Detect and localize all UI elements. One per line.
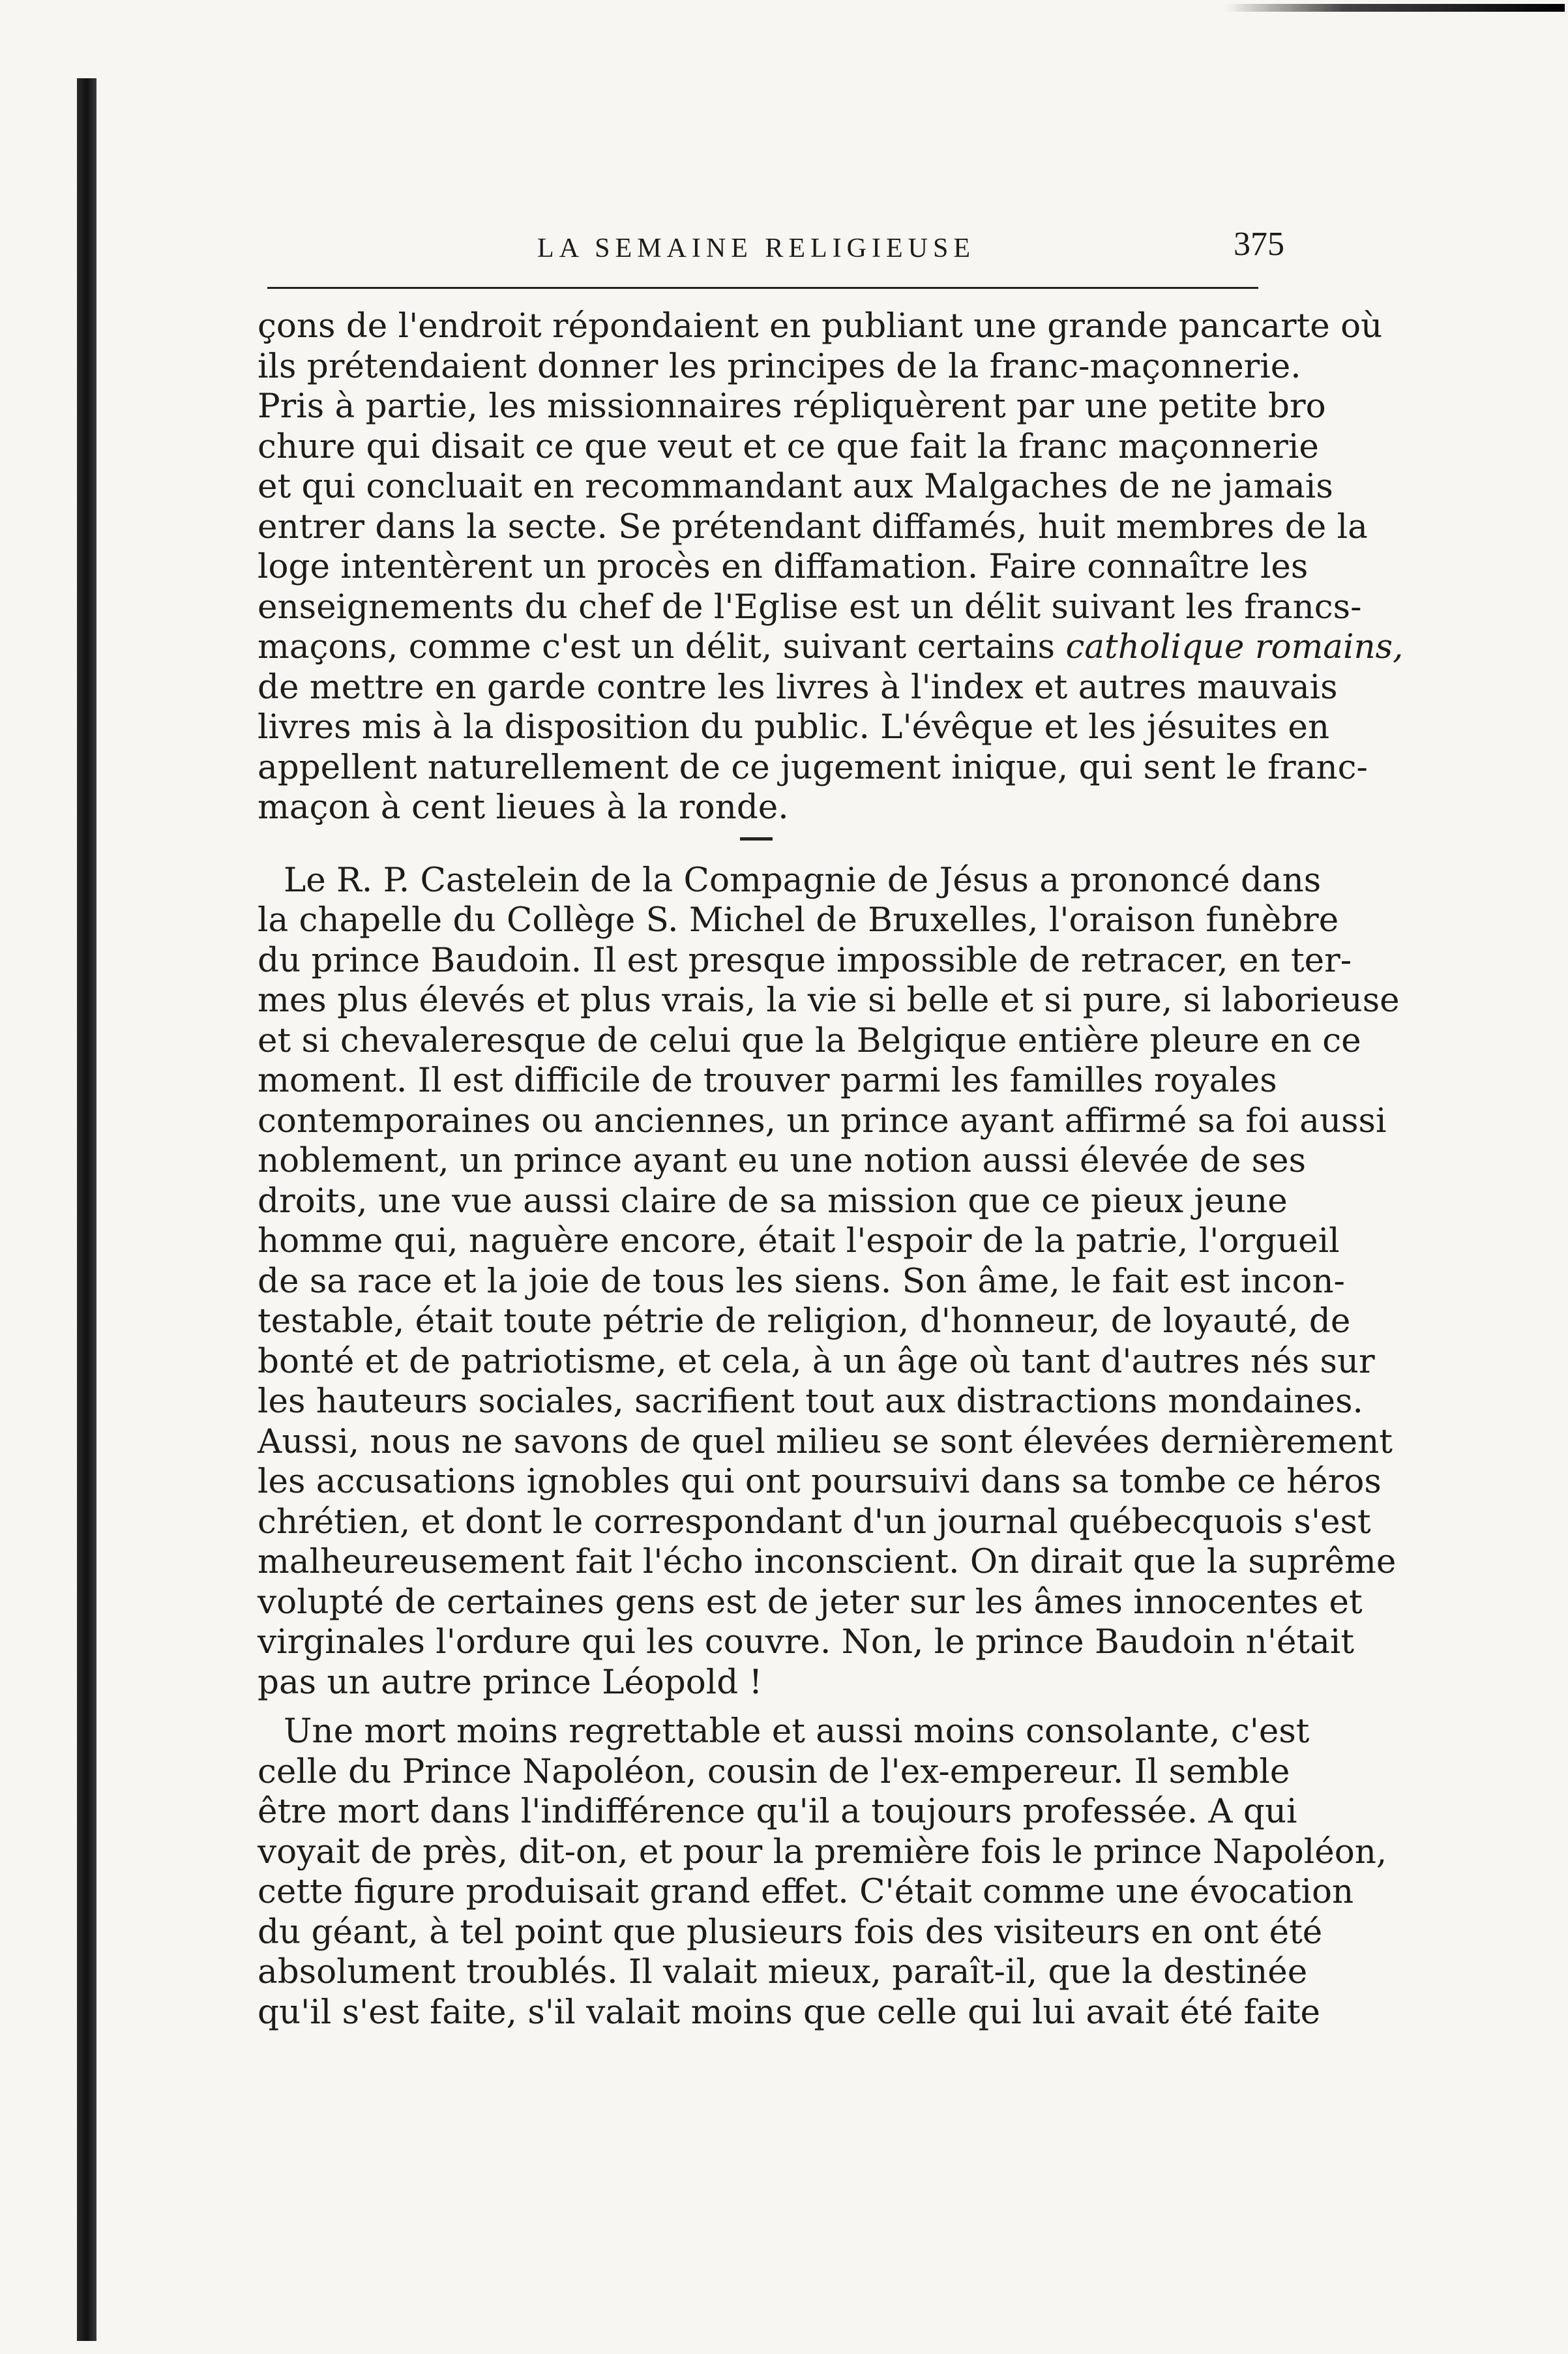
text-line: de sa race et la joie de tous les siens. Son âme, le fait est incon- [258,1261,1345,1301]
text-line: qu'il s'est faite, s'il valait moins que celle qui lui avait été faite [258,1992,1321,2032]
text-line: testable, était toute pétrie de religion, d'honneur, de loyauté, de [258,1302,1351,1341]
text-line: maçon à cent lieues à la ronde. [258,788,789,827]
text-line: livres mis à la disposition du public. L'évêque et les jésuites en [258,708,1330,747]
text-fragment: maçons, comme c'est un délit, suivant certains [258,627,1056,666]
text-line: virginales l'ordure qui les couvre. Non, le prince Baudoin n'était [258,1622,1355,1661]
text-line: celle du Prince Napoléon, cousin de l'ex-empereur. Il semble [258,1751,1290,1791]
italic-phrase: catholique romains, [1065,627,1404,666]
text-line: chure qui disait ce que veut et ce que fait la franc maçonnerie [258,426,1319,466]
text-line: Une mort moins regrettable et aussi moins consolante, c'est [284,1712,1310,1751]
text-line: appellent naturellement de ce jugement inique, qui sent le franc- [258,747,1368,787]
text-line: homme qui, naguère encore, était l'espoir de la patrie, l'orgueil [258,1221,1340,1260]
running-head-title: LA SEMAINE RELIGIEUSE [537,233,975,263]
text-line: du prince Baudoin. Il est presque impossible de retracer, en ter- [258,940,1352,980]
text-line: noblement, un prince ayant eu une notion aussi élevée de ses [258,1141,1307,1180]
text-line: ils prétendaient donner les principes de la franc-maçonnerie. [258,346,1301,386]
paragraph-3-body [258,1751,1387,2033]
paragraph-1 [258,306,1404,828]
paragraph-3 [258,1712,1310,1752]
text-line: chrétien, et dont le correspondant d'un journal québecquois s'est [258,1502,1371,1542]
text-line: malheureusement fait l'écho inconscient. On dirait que la suprême [258,1542,1397,1581]
text-line: Le R. P. Castelein de la Compagnie de Jésus a prononcé dans [284,860,1322,900]
text-line: droits, une vue aussi claire de sa mission que ce pieux jeune [258,1181,1288,1221]
text-line: moment. Il est difficile de trouver parmi les familles royales [258,1061,1277,1100]
page-number: 375 [1234,226,1284,263]
text-line: contemporaines ou anciennes, un prince ayant affirmé sa foi aussi [258,1101,1387,1140]
text-line: être mort dans l'indifférence qu'il a toujours professée. A qui [258,1792,1297,1831]
text-line: et si chevaleresque de celui que la Belgique entière pleure en ce [258,1021,1361,1060]
paragraph-2 [258,860,1322,901]
text-line: du géant, à tel point que plusieurs fois des visiteurs en ont été [258,1912,1323,1952]
text-line: Aussi, nous ne savons de quel milieu se sont élevées dernièrement [258,1422,1393,1461]
text-line: voyait de près, dit-on, et pour la première fois le prince Napoléon, [258,1832,1387,1871]
text-line: les hauteurs sociales, sacrifient tout aux distractions mondaines. [258,1382,1363,1421]
paragraph-2-body [258,901,1400,1703]
text-line: enseignements du chef de l'Eglise est un délit suivant les francs- [258,587,1362,627]
header-rule [267,287,1258,289]
text-line: cette figure produisait grand effet. C'était comme une évocation [258,1872,1354,1911]
running-head [228,225,1284,271]
text-line: entrer dans la secte. Se prétendant diffamés, huit membres de la [258,507,1368,546]
text-line: Pris à partie, les missionnaires répliquèrent par une petite bro [258,387,1326,426]
body-text [258,306,1404,2033]
text-line-with-italic [258,627,1404,668]
text-line: mes plus élevés et plus vrais, la vie si belle et si pure, si laborieuse [258,981,1400,1020]
text-line: loge intentèrent un procès en diffamation. Faire connaître les [258,547,1309,586]
text-line: pas un autre prince Léopold ! [258,1662,763,1702]
text-line: volupté de certaines gens est de jeter sur les âmes innocentes et [258,1582,1363,1622]
text-line: bonté et de patriotisme, et cela, à un âge où tant d'autres nés sur [258,1341,1375,1381]
text-line: la chapelle du Collège S. Michel de Bruxelles, l'oraison funèbre [258,901,1339,940]
text-line: les accusations ignobles qui ont poursuivi dans sa tombe ce héros [258,1462,1382,1501]
text-line: et qui concluait en recommandant aux Malgaches de ne jamais [258,467,1333,506]
text-line: de mettre en garde contre les livres à l'index et autres mauvais [258,667,1338,707]
text-line: çons de l'endroit répondaient en publiant une grande pancarte où [258,306,1383,346]
text-line: absolument troublés. Il valait mieux, paraît-il, que la destinée [258,1952,1308,1991]
section-separator [258,828,1268,861]
